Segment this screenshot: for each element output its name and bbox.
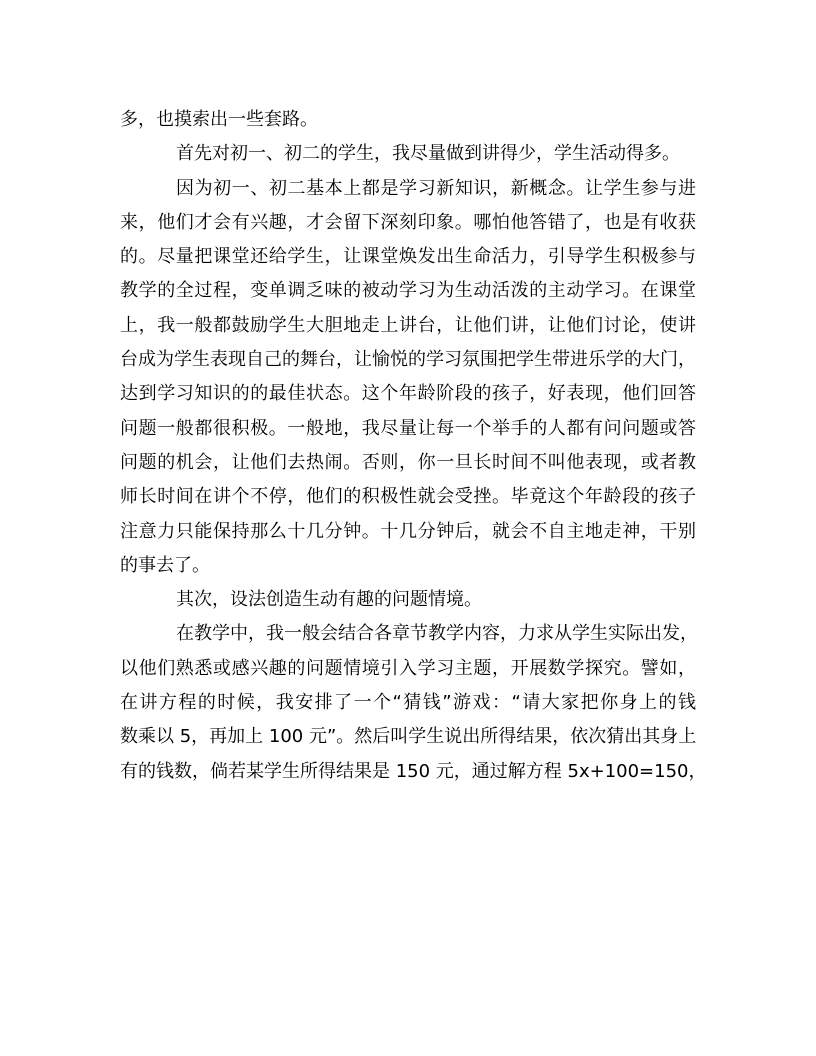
text-line: 的事去了。 xyxy=(120,554,210,576)
text-line: 的。尽量把课堂还给学生，让课堂焕发出生命活力，引导学生积极参与 xyxy=(120,246,696,268)
paragraph-line: 在教学中，我一般会结合各章节教学内容，力求从学生实际出发， xyxy=(176,623,698,645)
text-line: 师长时间在讲个不停，他们的积极性就会受挫。毕竟这个年龄段的孩子 xyxy=(120,486,696,508)
paragraph-line: 其次，设法创造生动有趣的问题情境。 xyxy=(176,589,482,611)
text-line: 问题一般都很积极。一般地，我尽量让每一个举手的人都有问问题或答 xyxy=(120,417,696,439)
text-line: 教学的全过程，变单调乏味的被动学习为生动活泼的主动学习。在课堂 xyxy=(120,280,696,302)
text-line: 多，也摸索出一些套路。 xyxy=(120,109,318,130)
text-line: 问题的机会，让他们去热闹。否则，你一旦长时间不叫他表现，或者教 xyxy=(120,451,696,473)
text-line: 台成为学生表现自己的舞台，让愉悦的学习氛围把学生带进乐学的大门， xyxy=(120,349,696,371)
text-line: 以他们熟悉或感兴趣的问题情境引入学习主题，开展数学探究。譬如， xyxy=(120,657,696,679)
paragraph-line: 因为初一、初二基本上都是学习新知识，新概念。让学生参与进 xyxy=(176,177,696,199)
text-line: 有的钱数，倘若某学生所得结果是 150 元，通过解方程 5x+100=150， xyxy=(120,760,707,782)
text-line: 上，我一般都鼓励学生大胆地走上讲台，让他们讲，让他们讨论，使讲 xyxy=(120,314,696,336)
paragraph-line: 首先对初一、初二的学生，我尽量做到讲得少，学生活动得多。 xyxy=(176,143,680,165)
text-line: 数乘以 5，再加上 100 元”。然后叫学生说出所得结果，依次猜出其身上 xyxy=(120,726,697,748)
text-line: 来，他们才会有兴趣，才会留下深刻印象。哪怕他答错了，也是有收获 xyxy=(120,211,696,233)
text-line: 在讲方程的时候，我安排了一个“猜钱”游戏：“请大家把你身上的钱 xyxy=(120,692,696,714)
text-line: 注意力只能保持那么十几分钟。十几分钟后，就会不自主地走神，干别 xyxy=(120,520,696,542)
text-line: 达到学习知识的的最佳状态。这个年龄阶段的孩子，好表现，他们回答 xyxy=(120,383,696,405)
document-page xyxy=(120,103,707,789)
